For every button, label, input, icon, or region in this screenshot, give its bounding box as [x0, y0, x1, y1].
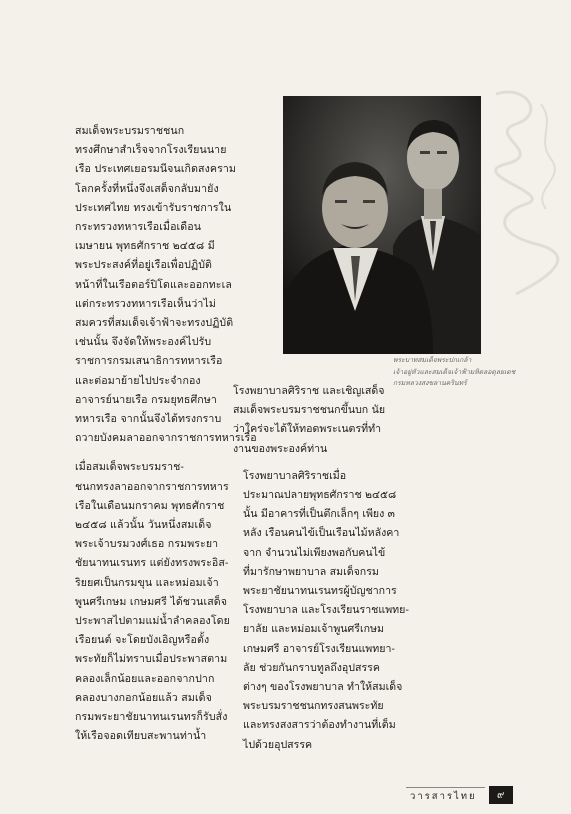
text-line: สมเด็จพระบรมราชชนก — [75, 125, 185, 137]
text-line: ประมาณปลายพุทธศักราช ๒๔๕๘ — [243, 489, 397, 502]
text-line: เกษมศรี อาจารย์โรงเรียนแพทยา- — [243, 642, 395, 655]
text-line: ทรงศึกษาสำเร็จจากโรงเรียนนาย — [75, 144, 227, 157]
text-line: สมควรที่สมเด็จเจ้าฟ้าจะทรงปฏิบัติ — [75, 317, 234, 330]
text-line: และต่อมาย้ายไปประจำกอง — [75, 374, 201, 387]
text-line: กรมพระยาชัยนาทนเรนทรก็รับสั่ง — [75, 711, 228, 724]
text-line: คลองบางกอกน้อยแล้ว สมเด็จ — [75, 691, 212, 704]
journal-name: วารสารไทย — [406, 787, 485, 804]
text-line: คลองเล็กน้อยและออกจากปาก — [75, 672, 215, 685]
text-line: โลกครั้งที่หนึ่งจึงเสด็จกลับมายัง — [75, 182, 219, 195]
caption-line: กรมหลวงสงขลานครินทร์ — [393, 379, 467, 387]
page-number: ๙ — [489, 786, 513, 804]
text-line: จาก จำนวนไม่เพียงพอกับคนไข้ — [243, 546, 386, 559]
left-paragraph-2 — [65, 458, 230, 746]
text-line: เช่นนั้น จึงจัดให้พระองค์ไปรับ — [75, 336, 212, 349]
text-line: ลัย ช่วยกันกราบทูลถึงอุปสรรค — [243, 661, 380, 674]
text-line: ราชการกรมเสนาธิการทหารเรือ — [75, 355, 223, 368]
text-line: หลัง เรือนคนไข้เป็นเรือนไม้หลังคา — [243, 527, 400, 540]
text-line: ริยยศเป็นกรมขุน และหม่อมเจ้า — [75, 576, 219, 589]
right-paragraph-2 — [233, 467, 413, 755]
text-line: พูนศรีเกษม เกษมศรี ได้ชวนเสด็จ — [75, 595, 228, 608]
right-text-column — [233, 382, 413, 755]
left-text-column — [65, 122, 257, 747]
text-line: พระประสงค์ที่อยู่เรือเพื่อปฏิบัติ — [75, 259, 213, 272]
photo-caption — [393, 355, 543, 390]
text-line: และทรงสงสารว่าต้องทำงานที่เต็ม — [243, 719, 396, 732]
text-line: กระทรวงทหารเรือเมื่อเดือน — [75, 221, 202, 234]
text-line: ให้เรือจอดเทียบสะพานท่าน้ำ — [75, 730, 207, 743]
historical-photograph — [283, 96, 481, 354]
text-line: เมษายน พุทธศักราช ๒๔๕๘ มี — [75, 240, 215, 253]
decorative-script-graphic — [486, 84, 566, 304]
text-line: โรงพยาบาลศิริราช และเชิญเสด็จ — [233, 385, 385, 397]
text-line: พระทัยก็ไม่ทราบเมื่อประพาสตาม — [75, 653, 228, 666]
text-line: ที่มารักษาพยาบาล สมเด็จกรม — [243, 565, 379, 578]
left-paragraph-1 — [65, 122, 257, 448]
text-line: แต่กระทรวงทหารเรือเห็นว่าไม่ — [75, 297, 216, 310]
text-line: เรือ ประเทศเยอรมนีจนเกิดสงคราม — [75, 163, 236, 176]
text-line: หน้าที่ในเรือตอร์ปิโดและออกทะเล — [75, 278, 232, 291]
text-line: สมเด็จพระบรมราชชนกขึ้นบก นัย — [233, 404, 386, 417]
text-line: นั้น มีอาคารที่เป็นตึกเล็กๆ เพียง ๓ — [243, 508, 395, 521]
text-line: ชัยนาทนเรนทร แต่ยังทรงพระอิส- — [75, 557, 229, 570]
text-line: โรงพยาบาลศิริราชเมื่อ — [243, 469, 347, 482]
page-footer — [406, 785, 524, 805]
text-line: เรือในเดือนมกราคม พุทธศักราช — [75, 499, 225, 512]
text-line: พระบรมราชชนกทรงสนพระทัย — [243, 700, 384, 713]
caption-line: พระบาทสมเด็จพระปกเกล้า — [393, 356, 472, 364]
text-line: งานของพระองค์ท่าน — [233, 442, 328, 455]
text-line: ยาลัย และหม่อมเจ้าพูนศรีเกษม — [243, 623, 384, 636]
text-line: ทหารเรือ จากนั้นจึงได้ทรงกราบ — [75, 413, 222, 426]
text-line: ประพาสไปตามแม่น้ำลำคลองโดย — [75, 615, 230, 628]
text-line: ถวายบังคมลาออกจากราชการทหารเรือ — [75, 432, 257, 445]
caption-line: เจ้าอยู่หัวและสมเด็จเจ้าฟ้ามหิดลอดุลยเดช — [393, 367, 516, 376]
text-line: ว่าใคร่จะได้ให้ทอดพระเนตรที่ทำ — [233, 423, 382, 436]
text-line: ชนกทรงลาออกจากราชการทหาร — [75, 480, 229, 493]
text-line: ต่างๆ ของโรงพยาบาล ทำให้สมเด็จ — [243, 681, 403, 694]
text-line: เมื่อสมเด็จพระบรมราช- — [75, 461, 185, 474]
text-line: พระยาชัยนาทนเรนทรผู้บัญชาการ — [243, 585, 397, 598]
text-line: ๒๔๕๘ แล้วนั้น วันหนึ่งสมเด็จ — [75, 519, 212, 532]
text-line: เรือยนต์ จะโดยบังเอิญหรือตั้ง — [75, 634, 210, 647]
text-line: พระเจ้าบรมวงศ์เธอ กรมพระยา — [75, 538, 219, 551]
text-line: โรงพยาบาล และโรงเรียนราชแพทย- — [243, 604, 409, 617]
text-line: อาจารย์นายเรือ กรมยุทธศึกษา — [75, 393, 217, 406]
text-line: ไปด้วยอุปสรรค — [243, 738, 313, 751]
text-line: ประเทศไทย ทรงเข้ารับราชการใน — [75, 201, 232, 214]
right-paragraph-1 — [233, 382, 413, 459]
